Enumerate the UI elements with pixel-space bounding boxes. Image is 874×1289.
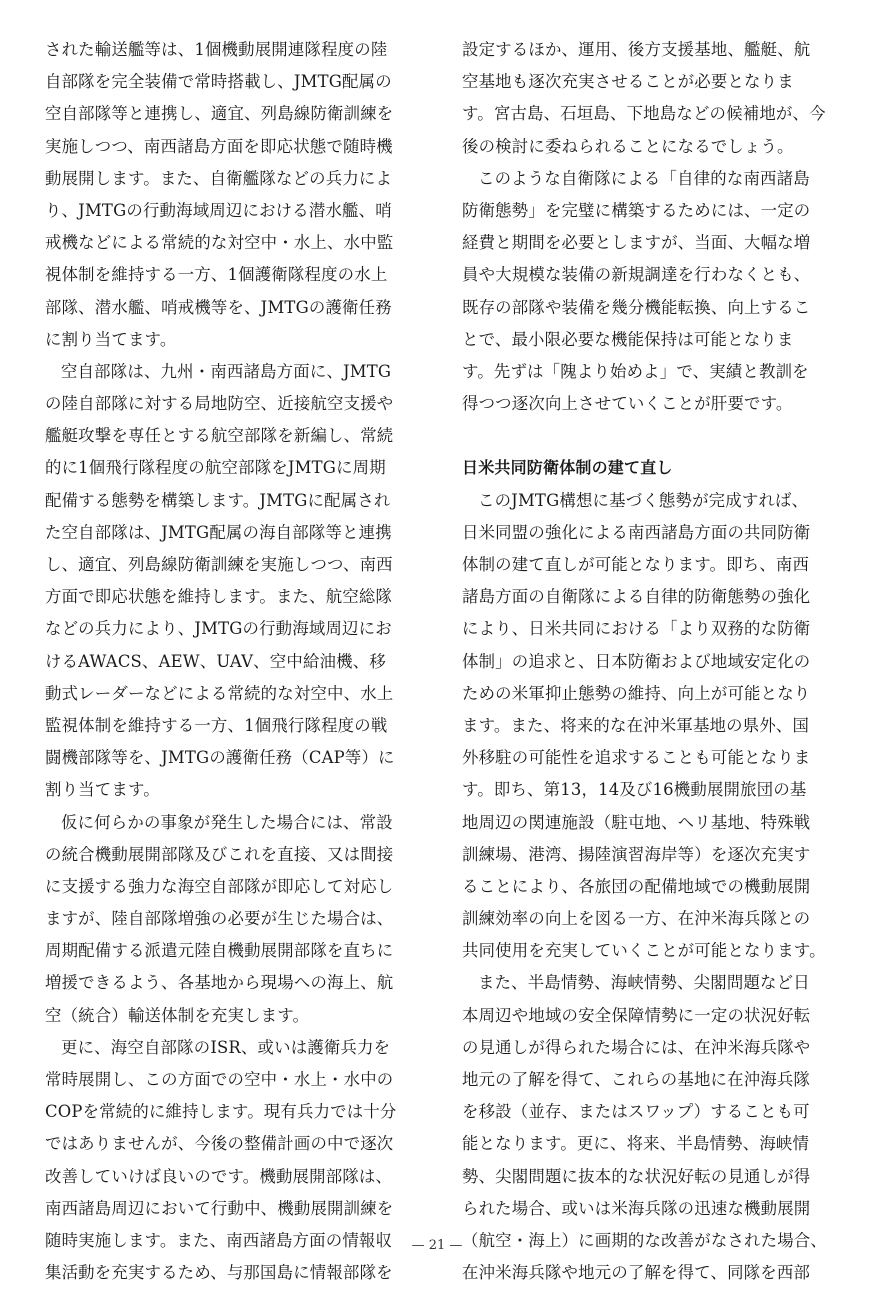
text-line: の統合機動展開部隊及びこれを直接、又は間接 [45,844,394,864]
text-line: 仮に何らかの事象が発生した場合には、常設 [61,812,393,832]
text-line: 地元の了解を得て、これらの基地に在沖海兵隊 [462,1070,811,1089]
text-line: された輸送艦等は、1個機動展開連隊程度の陸 [45,40,388,59]
text-line: 空自部隊等と連携し、適宜、列島線防衛訓練を [45,104,394,124]
text-line: 空自部隊は、九州・南西諸島方面に、JMTG [61,361,392,381]
text-line: 随時実施します。また、南西諸島方面の情報収 [45,1230,393,1250]
text-line: により、日米共同における「より双務的な防衛 [462,619,811,639]
text-line: 動展開します。また、自衛艦隊などの兵力によ [45,168,393,188]
text-line: 員や大規模な装備の新規調達を行わなくとも、 [462,265,811,285]
text-line: 能となります。更に、将来、半島情勢、海峡情 [462,1134,810,1154]
text-line: を移設（並存、またはスワップ）することも可 [462,1102,810,1122]
text-line: られた場合、或いは米海兵隊の迅速な機動展開 [462,1198,811,1218]
text-line: COPを常続的に維持します。現有兵力では十分 [45,1102,397,1122]
text-line: た空自部隊は、JMTG配属の海自部隊等と連携 [45,522,392,542]
text-line: 経費と期間を必要としますが、当面、大幅な増 [462,233,811,253]
text-line: 集活動を充実するため、与那国島に情報部隊を [45,1263,393,1283]
text-line: 設定するほか、運用、後方支援基地、艦艇、航 [462,40,811,59]
text-line: の見通しが得られた場合には、在沖米海兵隊や [462,1037,811,1057]
text-line: す。宮古島、石垣島、下地島などの候補地が、今 [462,104,826,124]
text-line: 自部隊を完全装備で常時搭載し、JMTG配属の [45,72,392,92]
section-heading: 日米共同防衛体制の建て直し [462,458,673,478]
text-line: 共同使用を充実していくことが可能となります。 [462,941,826,961]
text-line: 体制の建て直しが可能となります。即ち、南西 [462,555,810,574]
text-line: 空（統合）輸送体制を充実します。 [45,1005,310,1025]
spacer [462,420,824,452]
text-line: 更に、海空自部隊のISR、或いは護衛兵力を [61,1037,391,1057]
text-line: 的に1個飛行隊程度の航空部隊をJMTGに周期 [45,458,386,478]
text-line: に支援する強力な海空自部隊が即応して対応し [45,876,394,896]
page-number: — 21 — [411,1238,463,1253]
text-line: 常時展開し、この方面での空中・水上・水中の [45,1070,394,1089]
text-line: す。先ずは「隗より始めよ」で、実績と教訓を [462,361,809,381]
text-line: （航空・海上）に画期的な改善がなされた場合、 [462,1230,827,1250]
text-line: 空基地も逐次充実させることが必要となりま [462,72,794,92]
text-line: 配備する態勢を構築します。JMTGに配属され [45,490,391,510]
text-line: 在沖米海兵隊や地元の了解を得て、同隊を西部 [462,1263,811,1283]
text-line: 周期配備する派遣元陸自機動展開部隊を直ちに [45,941,394,961]
text-line: このJMTG構想に基づく態勢が完成すれば、 [478,490,809,510]
left-column [45,34,407,1289]
text-line: の陸自部隊に対する局地防空、近接航空支援や [45,394,394,414]
text-line: 防衛態勢」を完璧に構築するためには、一定の [462,200,811,220]
text-line: 訓練場、港湾、揚陸演習海岸等）を逐次充実す [462,844,811,864]
text-line: り、JMTGの行動海域周辺における潜水艦、哨 [45,200,392,220]
right-column [462,34,827,1289]
text-line: このような自衛隊による「自律的な南西諸島 [478,168,810,188]
text-line: 既存の部隊や装備を幾分機能転換、向上するこ [462,297,811,317]
text-line: ることにより、各旅団の配備地域での機動展開 [462,876,811,896]
text-line: ますが、陸自部隊増強の必要が生じた場合は、 [45,909,394,929]
text-line: 艦艇攻撃を専任とする航空部隊を新編し、常続 [45,426,394,446]
text-line: す。即ち、第13，14及び16機動展開旅団の基 [462,780,807,800]
text-line: 闘機部隊等を、JMTGの護衛任務（CAP等）に [45,748,395,768]
text-line: けるAWACS、AEW、UAV、空中給油機、移 [45,651,386,671]
text-line: 改善していけば良いのです。機動展開部隊は、 [45,1166,393,1186]
text-line: 体制」の追求と、日本防衛および地域安定化の [462,651,811,671]
text-line: 方面で即応状態を維持します。また、航空総隊 [45,587,393,607]
text-line: とで、最小限必要な機能保持は可能となりま [462,329,794,349]
text-line: 本周辺や地域の安全保障情勢に一定の状況好転 [462,1005,811,1025]
paragraph [462,485,824,968]
text-line: 割り当てます。 [45,780,160,800]
text-line: 部隊、潜水艦、哨戒機等を、JMTGの護衛任務 [45,297,392,317]
text-line: 動式レーダーなどによる常続的な対空中、水上 [45,683,394,703]
text-line: ます。また、将来的な在沖米軍基地の県外、国 [462,715,810,735]
paragraph [462,163,824,421]
text-line: 得つつ逐次向上させていくことが肝要です。 [462,394,793,414]
text-line: 増援できるよう、各基地から現場への海上、航 [45,973,394,993]
text-line: 地周辺の関連施設（駐屯地、ヘリ基地、特殊戦 [462,812,811,832]
text-line: に割り当てます。 [45,329,177,349]
text-line: 外移駐の可能性を追求することも可能となりま [462,748,811,768]
text-line: 勢、尖閣問題に抜本的な状況好転の見通しが得 [462,1166,811,1186]
text-line: 実施しつつ、南西諸島方面を即応状態で随時機 [45,136,393,156]
text-line: 戒機などによる常続的な対空中・水上、水中監 [45,233,394,253]
text-line: また、半島情勢、海峡情勢、尖閣問題など日 [478,973,810,993]
text-line: 視体制を維持する一方、1個護衛隊程度の水上 [45,265,388,285]
paragraph [45,356,407,807]
text-line: などの兵力により、JMTGの行動海域周辺にお [45,619,392,639]
text-line: 監視体制を維持する一方、1個飛行隊程度の戦 [45,715,388,735]
text-line: ではありませんが、今後の整備計画の中で逐次 [45,1134,394,1154]
paragraph [45,34,407,356]
text-line: 日米同盟の強化による南西諸島方面の共同防衛 [462,522,811,542]
text-line: し、適宜、列島線防衛訓練を実施しつつ、南西 [45,555,393,574]
text-line: 後の検討に委ねられることになるでしょう。 [462,136,794,156]
text-line: 諸島方面の自衛隊による自律的防衛態勢の強化 [462,587,811,607]
paragraph [45,807,407,1032]
text-line: 訓練効率の向上を図る一方、在沖米海兵隊との [462,909,811,929]
text-line: ための米軍抑止態勢の維持、向上が可能となり [462,683,811,703]
text-line: 南西諸島周辺において行動中、機動展開訓練を [45,1198,394,1218]
paragraph [462,34,824,163]
